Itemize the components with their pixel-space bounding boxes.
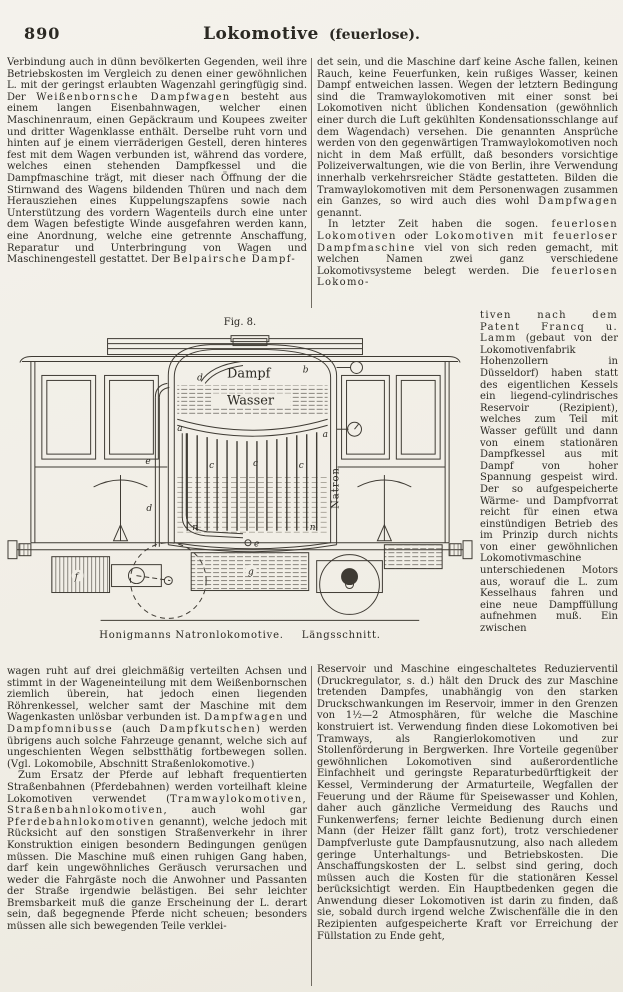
paragraph: In letzter Zeit haben die sogen. feuerlosen Lokomotiven oder Lokomotiven mit feuerloser Dampfmaschine viel von sich reden gemacht, mit welchen Namen zwei ganz verschiedene Lokomotivsysteme belegt werden. Die feuerlosen Lokomo-	[317, 219, 618, 289]
column-divider-bottom	[311, 666, 312, 986]
part-letter-c1: c	[209, 461, 215, 472]
part-letter-n-left: n	[192, 522, 198, 533]
text-column-top-left	[7, 57, 307, 309]
part-letter-a-left: a	[177, 424, 183, 435]
paragraph: wagen ruht auf drei gleichmäßig verteilten Achsen und stimmt in der Wageneinteilung mit dem Weißenbornschen ziemlich überein, hat jedoch einen liegenden Röhrenkessel, welcher samt der Maschine mit dem Wagenkasten unlösbar verbunden ist. Dampfwagen und Dampfomnibusse (auch Dampfkutschen) werden übrigens auch solche Fahrzeuge genannt, welche sich auf ungeschienten Wegen selbstthätig fortbewegen sollen. (Vgl. Lokomobile, Abschnitt Straßenlokomotive.)	[7, 666, 307, 770]
part-letter-d-pipe: d	[146, 503, 153, 514]
paragraph: Reservoir und Maschine eingeschaltetes Reduzierventil (Druckregulator, s. d.) hält den Druck des zur Maschine tretenden Dampfes, unabhängig von den starken Druckschwankungen im Reservoir, immer in den Grenzen von 1½—2 Atmosphären, für welche die Maschine konstruiert ist. Verwendung finden diese Lokomotiven bei Tramways, als Rangierlokomotiven und zur Stollenförderung in Bergwerken. Ihre Vorteile gegenüber gewöhnlichen Lokomotiven sind außerordentliche Einfachheit und geringste Reparaturbedürftigkeit der Kessel, Verminderung der Armaturteile, Wegfallen der Feuerung und der Räume für Speisewasser und Kohlen, daher auch gänzliche Vermeidung des Rauchs und Funkenwerfens; ferner leichte Bedienung durch einen Mann (der Heizer fällt ganz fort), trotz verschiedener Dampfverluste gute Dampfausnutzung, also nach alledem geringe Unterhaltungs- und Betriebskosten. Die Anschaffungskosten der L. selbst sind gering, doch müssen auch die Kosten für die stationären Kessel berücksichtigt werden. Ein Hauptbedenken gegen die Anwendung dieser Lokomotiven ist darin zu finden, daß sie, sobald durch irgend welche Zwischenfälle die in den Rezipienten aufgespeicherte Kraft vor Erreichung der Füllstation zu Ende geht,	[317, 664, 618, 942]
page-title	[0, 24, 623, 44]
figure-caption-title: Honigmanns Natronlokomotive.	[99, 630, 284, 641]
text-column-beside-figure	[480, 310, 618, 662]
page-title-qualifier: (feuerlose).	[328, 27, 420, 43]
part-letter-c3: c	[298, 461, 304, 472]
part-letter-g: g	[247, 567, 254, 578]
part-letter-n-right: n	[309, 522, 316, 533]
water-area-label: Wasser	[227, 393, 275, 409]
column-divider-top	[311, 58, 312, 308]
part-letter-b: b	[302, 365, 309, 376]
paragraph: tiven nach dem Patent Francq u. Lamm (gebaut von der Lokomotivenfabrik Hohenzollern in Düsseldorf) haben statt des eigentlichen Kessels ein liegend-cylindrisches Reservoir (Rezipient), welches zum Teil mit Wasser gefüllt und dann von einem stationären Dampfkessel aus mit Dampf von hoher Spannung gespeist wird. Der so aufgespeicherte Wärme- und Dampfvorrat reicht für einen etwa einstündigen Betrieb des im Prinzip durch nichts von einer gewöhnlichen Lokomotivmaschine unterschiedenen Motors aus, worauf die L. zum Kesselhaus fahren und eine neue Dampffüllung aufnehmen muß. Ein zwischen	[480, 310, 618, 635]
page-title-main: Lokomotive	[203, 24, 319, 44]
part-letter-f: f	[74, 572, 79, 583]
text-column-bottom-left	[7, 666, 307, 990]
part-letter-e-left: e	[145, 457, 151, 468]
part-letter-a-right: a	[322, 430, 328, 441]
locomotive-cross-section-illustration	[6, 334, 474, 628]
figure-caption	[6, 630, 474, 641]
text-column-top-right	[317, 57, 618, 309]
paragraph: det sein, und die Maschine darf keine Asche fallen, keinen Rauch, keine Feuerfunken, kein rußiges Wasser, keinen Dampf entweichen lassen. Wegen der letztern Bedingung sind die Tramwaylokomotiven mit einer sonst bei Lokomotiven nicht üblichen Kondensation (gewöhnlich einer durch die Luft gekühlten Kondensationsschlange auf dem Wagendach) versehen. Die genannten Ansprüche werden von den gegenwärtigen Tramwaylokomotiven noch nicht in dem Maß erfüllt, daß besonders vorsichtige Polizeiverwaltungen, wie die von Berlin, ihre Verwendung innerhalb verkehrsreicher Städte gestatteten. Bilden die Tramwaylokomotiven mit dem Personenwagen zusammen ein Ganzes, so wird auch dies wohl Dampfwagen genannt.	[317, 57, 618, 219]
part-letter-d-top: d	[197, 373, 203, 384]
text-column-bottom-right	[317, 664, 618, 990]
figure-number-label: Fig. 8.	[223, 317, 257, 328]
figure-caption-subtitle: Längsschnitt.	[301, 630, 381, 641]
figure-8-drawing	[6, 334, 474, 628]
steam-area-label: Dampf	[227, 366, 271, 382]
paragraph: Zum Ersatz der Pferde auf lebhaft frequentierten Straßenbahnen (Pferdebahnen) werden vorteilhaft kleine Lokomotiven verwendet (Tramwaylokomotiven, Straßenbahnlokomotiven, auch wohl gar Pferdebahnlokomotiven genannt), welche jedoch mit Rücksicht auf den sonstigen Straßenverkehr in ihrer Konstruktion einigen besondern Bedingungen genügen müssen. Die Maschine muß einen ruhigen Gang haben, darf kein ungewöhnliches Geräusch verursachen und weder die Fahrgäste noch die Anwohner und Passanten der Straße irgendwie belästigen. Bei sehr leichter Bremsbarkeit muß die ganze Erscheinung der L. derart sein, daß begegnende Pferde nicht scheuen; besonders müssen alle sich bewegenden Teile verklei-	[7, 770, 307, 933]
part-letter-c2: c	[252, 459, 258, 470]
paragraph: Verbindung auch in dünn bevölkerten Gegenden, weil ihre Betriebskosten im Vergleich zu denen einer gewöhnlichen L. mit der geringst erlaubten Wagenzahl geringfügig sind. Der Weißenbornsche Dampfwagen besteht aus einem langen Eisenbahnwagen, welcher einen Maschinenraum, einen Gepäckraum und Koupees zweiter und dritter Wagenklasse enthält. Derselbe ruht vorn und hinten auf je einem vierräderigen Gestell, deren hinteres fest mit dem Wagen verbunden ist, während das vordere, welches einen stehenden Dampfkessel und die Dampfmaschine trägt, mit dieser nach Öffnung der die Stirnwand des Wagens bildenden Thüren und nach dem Herausziehen eines Kuppelungszapfens sowie nach Unterstützung des vordern Wagenteils durch eine unter dem Wagen befestigte Winde ausgefahren werden kann, eine Anordnung, welche eine getrennte Anschaffung, Reparatur und Unterbringung von Wagen und Maschinengestell gestattet. Der Belpairsche Dampf-	[7, 57, 307, 266]
page-number: 890	[24, 24, 61, 43]
soda-area-label: Natron	[330, 467, 342, 509]
part-letter-e-bottom: e	[253, 539, 260, 550]
